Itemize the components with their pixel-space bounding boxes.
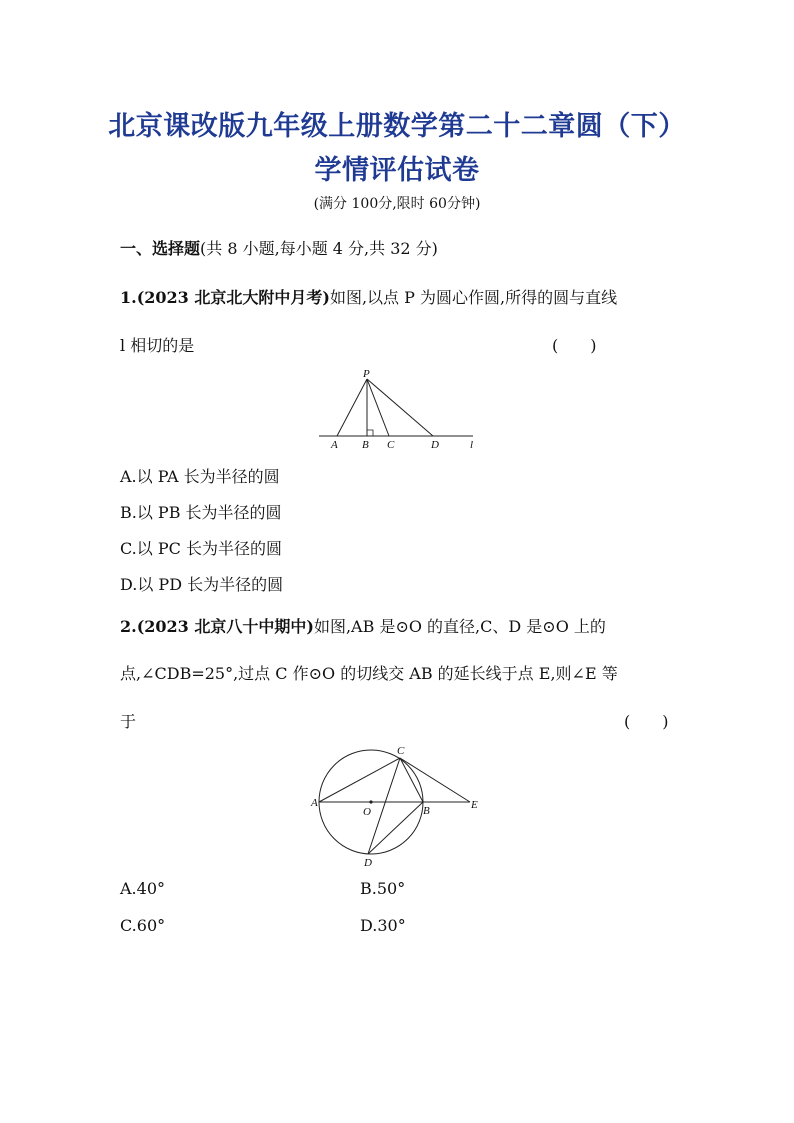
q1-text-line1: 如图,以点 P 为圆心作圆,所得的圆与直线 bbox=[329, 288, 618, 307]
label-a: A bbox=[331, 439, 338, 451]
label-d: D bbox=[431, 439, 439, 451]
q2-option-b: B.50° bbox=[360, 879, 406, 898]
paper-title-line1: 北京课改版九年级上册数学第二十二章圆（下） bbox=[108, 111, 686, 142]
q1-figure bbox=[315, 368, 485, 454]
q2-text-line1: 如图,AB 是⊙O 的直径,C、D 是⊙O 上的 bbox=[313, 617, 606, 636]
right-angle-mark bbox=[367, 430, 373, 436]
q2-stem-line2: 点,∠CDB=25°,过点 C 作⊙O 的切线交 AB 的延长线于点 E,则∠E 等 bbox=[120, 664, 618, 683]
q2-option-a: A.40° bbox=[120, 879, 165, 898]
label-a: A bbox=[311, 797, 318, 809]
q2-source: 2.(2023 北京八十中期中) bbox=[120, 617, 314, 636]
q2-figure bbox=[308, 742, 498, 870]
section-heading bbox=[120, 236, 438, 259]
label-p: P bbox=[363, 368, 370, 380]
q2-stem-line3: 于 bbox=[120, 712, 137, 731]
q2-option-d: D.30° bbox=[360, 916, 406, 935]
q1-stem-line2: l 相切的是 bbox=[120, 336, 195, 355]
q1-source: 1.(2023 北京北大附中月考) bbox=[120, 288, 330, 307]
label-o: O bbox=[363, 806, 371, 818]
q1-option-b: B.以 PB 长为半径的圆 bbox=[120, 503, 282, 522]
label-e: E bbox=[471, 799, 478, 811]
q1-option-c: C.以 PC 长为半径的圆 bbox=[120, 539, 282, 558]
q1-answer-paren: ( ) bbox=[552, 336, 597, 355]
label-c: C bbox=[397, 745, 405, 757]
score-time-note: (满分 100分,限时 60分钟) bbox=[313, 196, 481, 212]
q1-option-d: D.以 PD 长为半径的圆 bbox=[120, 575, 284, 594]
paper-title-line2: 学情评估试卷 bbox=[314, 155, 480, 186]
section-note: (共 8 小题,每小题 4 分,共 32 分) bbox=[200, 239, 438, 258]
label-b: B bbox=[423, 805, 430, 817]
label-d: D bbox=[364, 857, 372, 869]
q2-option-c: C.60° bbox=[120, 916, 166, 935]
label-l: l bbox=[470, 439, 474, 451]
section-title: 一、选择题 bbox=[120, 239, 201, 258]
q1-option-a: A.以 PA 长为半径的圆 bbox=[120, 467, 280, 486]
segment-pa bbox=[337, 379, 367, 436]
q2-stem-line1 bbox=[120, 614, 606, 637]
label-b: B bbox=[362, 439, 369, 451]
q1-stem-line1 bbox=[120, 285, 617, 308]
segment-pc bbox=[367, 379, 389, 436]
chord-cb bbox=[400, 758, 423, 802]
tangent-ce bbox=[400, 758, 470, 802]
center-point bbox=[369, 800, 372, 803]
label-c: C bbox=[387, 439, 395, 451]
segment-pd bbox=[367, 379, 433, 436]
q2-answer-paren: ( ) bbox=[624, 712, 669, 731]
